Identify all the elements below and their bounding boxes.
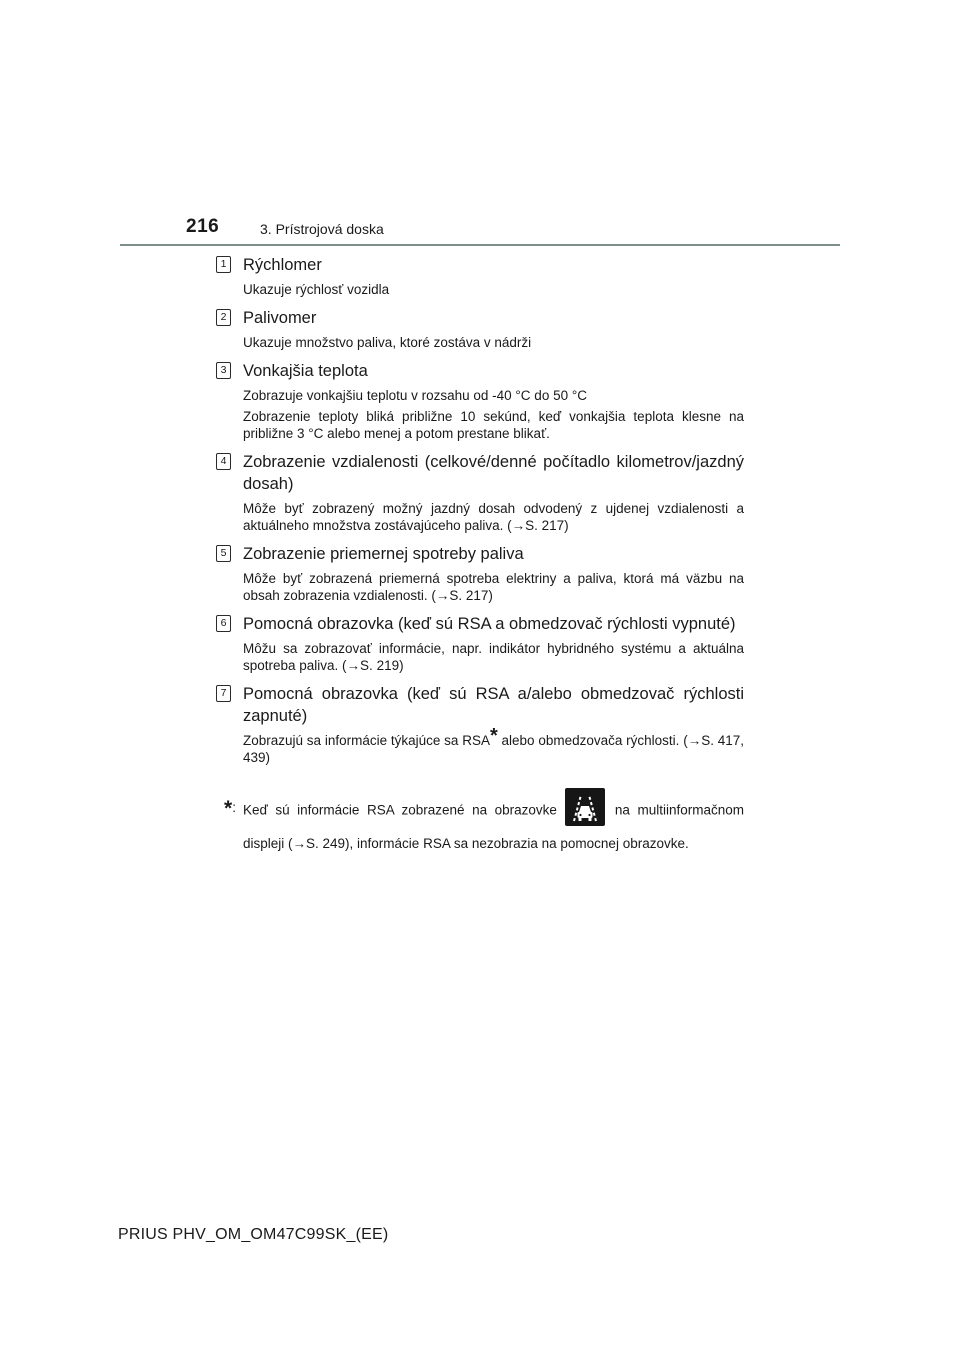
list-item <box>216 254 744 298</box>
number-6-icon: 6 <box>216 615 231 632</box>
list-item <box>216 683 744 766</box>
number-1-icon: 1 <box>216 256 231 273</box>
list-item <box>216 451 744 534</box>
content <box>216 254 744 858</box>
footnote <box>216 792 744 858</box>
description-text: alebo obmedzovača rýchlosti. (→S. 417, 439) <box>243 733 744 765</box>
item-description: Zobrazenie teploty bliká približne 10 sekúnd, keď vonkajšia teplota klesne na približne 3 °C alebo menej a potom prestane blikať. <box>243 409 744 441</box>
footnote-text: na multiinformačnom displeji (→S. 249), informácie RSA sa nezobrazia na pomocnej obrazovke. <box>243 802 745 851</box>
list-item <box>216 360 744 442</box>
description-text: Zobrazujú sa informácie týkajúce sa RSA <box>243 733 490 748</box>
number-2-icon: 2 <box>216 309 231 326</box>
item-title: Palivomer <box>243 309 317 327</box>
page-header <box>0 0 960 250</box>
page-number: 216 <box>186 216 220 237</box>
list-item <box>216 543 744 604</box>
number-3-icon: 3 <box>216 362 231 379</box>
item-description: Môže byť zobrazená priemerná spotreba elektriny a paliva, ktorá má väzbu na obsah zobrazenia vzdialenosti. (→S. 217) <box>243 571 744 603</box>
item-description: Môže byť zobrazený možný jazdný dosah odvodený z ujdenej vzdialenosti a aktuálneho množstva zostávajúceho paliva. (→S. 217) <box>243 501 744 533</box>
item-title: Rýchlomer <box>243 256 322 274</box>
item-description <box>243 725 744 766</box>
footnote-text: Keď sú informácie RSA zobrazené na obrazovke <box>243 802 557 818</box>
item-description: Môžu sa zobrazovať informácie, napr. indikátor hybridného systému a aktuálna spotreba paliva. (→S. 219) <box>243 641 744 673</box>
item-title: Vonkajšia teplota <box>243 362 368 380</box>
list-item <box>216 613 744 674</box>
item-description: Ukazuje rýchlosť vozidla <box>243 282 390 297</box>
item-title: Pomocná obrazovka (keď sú RSA a obmedzovač rýchlosti vypnuté) <box>243 615 736 633</box>
section-title: 3. Prístrojová doska <box>260 221 384 237</box>
header-divider <box>120 244 840 246</box>
item-title: Zobrazenie priemernej spotreby paliva <box>243 545 524 563</box>
footnote-reference: * <box>489 725 498 747</box>
footnote-marker: *: <box>224 797 236 820</box>
document-code: PRIUS PHV_OM_OM47C99SK_(EE) <box>118 1226 389 1243</box>
number-4-icon: 4 <box>216 453 231 470</box>
item-description: Zobrazuje vonkajšiu teplotu v rozsahu od -40 °C do 50 °C <box>243 388 587 403</box>
number-5-icon: 5 <box>216 545 231 562</box>
item-title: Pomocná obrazovka (keď sú RSA a/alebo obmedzovač rýchlosti zapnuté) <box>243 685 744 725</box>
rsa-display-icon <box>565 788 605 826</box>
number-7-icon: 7 <box>216 685 231 702</box>
item-title: Zobrazenie vzdialenosti (celkové/denné počítadlo kilometrov/jazdný dosah) <box>243 453 744 493</box>
list-item <box>216 307 744 351</box>
item-description: Ukazuje množstvo paliva, ktoré zostáva v nádrži <box>243 335 532 350</box>
asterisk-icon: * <box>224 797 233 820</box>
